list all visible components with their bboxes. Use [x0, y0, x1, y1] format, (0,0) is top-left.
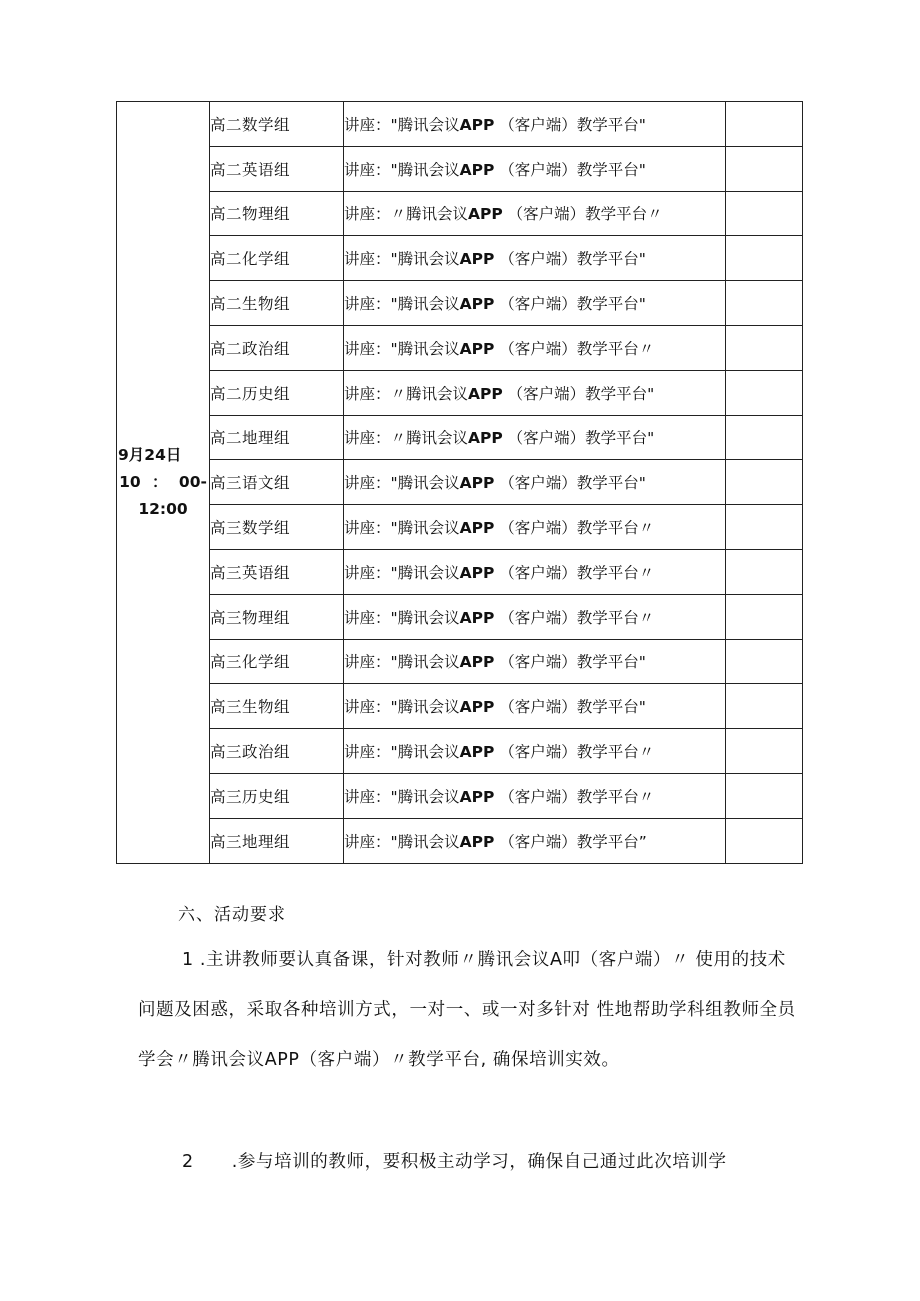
lecture-topic-topic-app: APP — [459, 698, 495, 717]
table-row — [117, 639, 803, 684]
session-time-line3: 12:00 — [138, 499, 188, 518]
lecture-topic-topic-app: APP — [459, 115, 495, 134]
table-row — [117, 684, 803, 729]
lecture-topic-topic-app: APP — [459, 787, 495, 806]
subject-group-cell: 高二化学组 — [210, 236, 344, 281]
lecture-topic-cell — [344, 191, 726, 236]
remarks-cell — [726, 281, 803, 326]
lecture-topic-topic-suffix: （客户端）教学平台〃 — [494, 519, 655, 538]
lecture-topic-cell — [344, 236, 726, 281]
lecture-topic-topic-prefix: 讲座：〃腾讯会议 — [344, 205, 469, 224]
remarks-cell — [726, 773, 803, 818]
training-schedule-table — [116, 101, 803, 864]
remarks-cell — [726, 460, 803, 505]
lecture-topic-topic-app: APP — [459, 160, 495, 179]
lecture-topic-cell — [344, 684, 726, 729]
lecture-topic-topic-app: APP — [468, 429, 503, 448]
session-time-line1: 9月24日 — [118, 445, 182, 464]
lecture-topic-topic-prefix: 讲座："腾讯会议 — [344, 474, 460, 493]
lecture-topic-cell — [344, 818, 726, 863]
remarks-cell — [726, 505, 803, 550]
lecture-topic-cell — [344, 594, 726, 639]
lecture-topic-cell — [344, 146, 726, 191]
lecture-topic-cell — [344, 460, 726, 505]
remarks-cell — [726, 729, 803, 774]
table-row — [117, 236, 803, 281]
subject-group-cell: 高三历史组 — [210, 773, 344, 818]
schedule-table-body — [117, 102, 803, 864]
lecture-topic-topic-suffix: （客户端）教学平台〃 — [494, 608, 655, 627]
requirement-paragraph-1 — [138, 935, 798, 1085]
lecture-topic-topic-app: APP — [459, 653, 495, 672]
lecture-topic-topic-suffix: （客户端）教学平台" — [494, 160, 646, 179]
lecture-topic-topic-suffix: （客户端）教学平台" — [494, 250, 646, 269]
subject-group-cell: 高二物理组 — [210, 191, 344, 236]
table-row — [117, 729, 803, 774]
lecture-topic-topic-suffix: （客户端）教学平台" — [502, 384, 655, 403]
lecture-topic-cell — [344, 729, 726, 774]
table-row — [117, 594, 803, 639]
table-row — [117, 549, 803, 594]
lecture-topic-topic-prefix: 讲座："腾讯会议 — [344, 339, 460, 358]
lecture-topic-cell — [344, 325, 726, 370]
remarks-cell — [726, 639, 803, 684]
lecture-topic-cell — [344, 102, 726, 147]
subject-group-cell: 高三物理组 — [210, 594, 344, 639]
lecture-topic-topic-prefix: 讲座：〃腾讯会议 — [344, 384, 469, 403]
lecture-topic-topic-prefix: 讲座："腾讯会议 — [344, 653, 460, 672]
lecture-topic-topic-suffix: （客户端）教学平台" — [494, 474, 646, 493]
lecture-topic-topic-prefix: 讲座：〃腾讯会议 — [344, 429, 469, 448]
lecture-topic-topic-prefix: 讲座："腾讯会议 — [344, 250, 460, 269]
lecture-topic-topic-suffix: （客户端）教学平台" — [494, 295, 646, 314]
table-row — [117, 505, 803, 550]
lecture-topic-cell — [344, 773, 726, 818]
lecture-topic-topic-prefix: 讲座："腾讯会议 — [344, 519, 460, 538]
subject-group-cell: 高二地理组 — [210, 415, 344, 460]
lecture-topic-topic-suffix: （客户端）教学平台" — [494, 115, 646, 134]
lecture-topic-topic-suffix: （客户端）教学平台〃 — [494, 563, 655, 582]
remarks-cell — [726, 684, 803, 729]
lecture-topic-topic-prefix: 讲座："腾讯会议 — [344, 743, 460, 762]
lecture-topic-cell — [344, 415, 726, 460]
lecture-topic-topic-suffix: （客户端）教学平台" — [494, 653, 646, 672]
subject-group-cell: 高三语文组 — [210, 460, 344, 505]
subject-group-cell: 高二政治组 — [210, 325, 344, 370]
lecture-topic-cell — [344, 639, 726, 684]
lecture-topic-topic-prefix: 讲座："腾讯会议 — [344, 698, 460, 717]
lecture-topic-topic-app: APP — [459, 295, 495, 314]
table-row — [117, 773, 803, 818]
lecture-topic-topic-app: APP — [459, 743, 495, 762]
lecture-topic-topic-app: APP — [468, 205, 503, 224]
table-row — [117, 146, 803, 191]
lecture-topic-topic-suffix: （客户端）教学平台〃 — [494, 339, 655, 358]
table-row — [117, 415, 803, 460]
lecture-topic-topic-prefix: 讲座："腾讯会议 — [344, 608, 460, 627]
remarks-cell — [726, 325, 803, 370]
subject-group-cell: 高三生物组 — [210, 684, 344, 729]
lecture-topic-topic-prefix: 讲座："腾讯会议 — [344, 295, 460, 314]
lecture-topic-topic-app: APP — [459, 474, 495, 493]
lecture-topic-cell — [344, 370, 726, 415]
remarks-cell — [726, 191, 803, 236]
lecture-topic-topic-prefix: 讲座："腾讯会议 — [344, 160, 460, 179]
table-row — [117, 460, 803, 505]
lecture-topic-topic-suffix: （客户端）教学平台〃 — [502, 205, 663, 224]
table-row — [117, 102, 803, 147]
table-row — [117, 191, 803, 236]
lecture-topic-topic-app: APP — [459, 519, 495, 538]
requirement-paragraph-2 — [138, 1137, 798, 1187]
subject-group-cell: 高三数学组 — [210, 505, 344, 550]
remarks-cell — [726, 370, 803, 415]
remarks-cell — [726, 102, 803, 147]
remarks-cell — [726, 146, 803, 191]
lecture-topic-cell — [344, 549, 726, 594]
table-row — [117, 370, 803, 415]
lecture-topic-topic-prefix: 讲座："腾讯会议 — [344, 787, 460, 806]
remarks-cell — [726, 236, 803, 281]
remarks-cell — [726, 818, 803, 863]
lecture-topic-topic-app: APP — [459, 832, 495, 851]
lecture-topic-topic-suffix: （客户端）教学平台〃 — [494, 743, 655, 762]
lecture-topic-topic-prefix: 讲座："腾讯会议 — [344, 832, 460, 851]
paragraph-2-number: 2 — [182, 1152, 194, 1172]
subject-group-cell: 高二历史组 — [210, 370, 344, 415]
lecture-topic-topic-app: APP — [468, 384, 503, 403]
remarks-cell — [726, 549, 803, 594]
lecture-topic-topic-app: APP — [459, 608, 495, 627]
lecture-topic-topic-app: APP — [459, 339, 495, 358]
subject-group-cell: 高二生物组 — [210, 281, 344, 326]
lecture-topic-cell — [344, 505, 726, 550]
session-time-cell — [117, 102, 210, 864]
table-row — [117, 818, 803, 863]
lecture-topic-topic-suffix: （客户端）教学平台" — [494, 698, 646, 717]
subject-group-cell: 高三英语组 — [210, 549, 344, 594]
paragraph-2-text: .参与培训的教师，要积极主动学习，确保自己通过此次培训学 — [231, 1152, 727, 1172]
section-heading-activity-requirements: 六、活动要求 — [178, 905, 286, 925]
subject-group-cell: 高二英语组 — [210, 146, 344, 191]
paragraph-1-number: 1 — [182, 950, 194, 970]
lecture-topic-topic-suffix: （客户端）教学平台" — [502, 429, 655, 448]
remarks-cell — [726, 415, 803, 460]
subject-group-cell: 高三地理组 — [210, 818, 344, 863]
lecture-topic-topic-suffix: （客户端）教学平台” — [494, 832, 647, 851]
lecture-topic-topic-prefix: 讲座："腾讯会议 — [344, 115, 460, 134]
lecture-topic-topic-suffix: （客户端）教学平台〃 — [494, 787, 655, 806]
table-row — [117, 325, 803, 370]
lecture-topic-topic-prefix: 讲座："腾讯会议 — [344, 563, 460, 582]
subject-group-cell: 高三政治组 — [210, 729, 344, 774]
subject-group-cell: 高二数学组 — [210, 102, 344, 147]
lecture-topic-topic-app: APP — [459, 250, 495, 269]
paragraph-1-text: .主讲教师要认真备课，针对教师〃腾讯会议A叩（客户端）〃 使用的技术问题及困惑，采取各种培训方式，一对一、或一对多针对 性地帮助学科组教师全员学会〃腾讯会议APP（客户端）〃教学平台, 确保培训实效。 — [138, 950, 796, 1070]
subject-group-cell: 高三化学组 — [210, 639, 344, 684]
remarks-cell — [726, 594, 803, 639]
table-row — [117, 281, 803, 326]
session-time-line2: 10 ： 00- — [119, 472, 207, 491]
lecture-topic-cell — [344, 281, 726, 326]
lecture-topic-topic-app: APP — [459, 563, 495, 582]
